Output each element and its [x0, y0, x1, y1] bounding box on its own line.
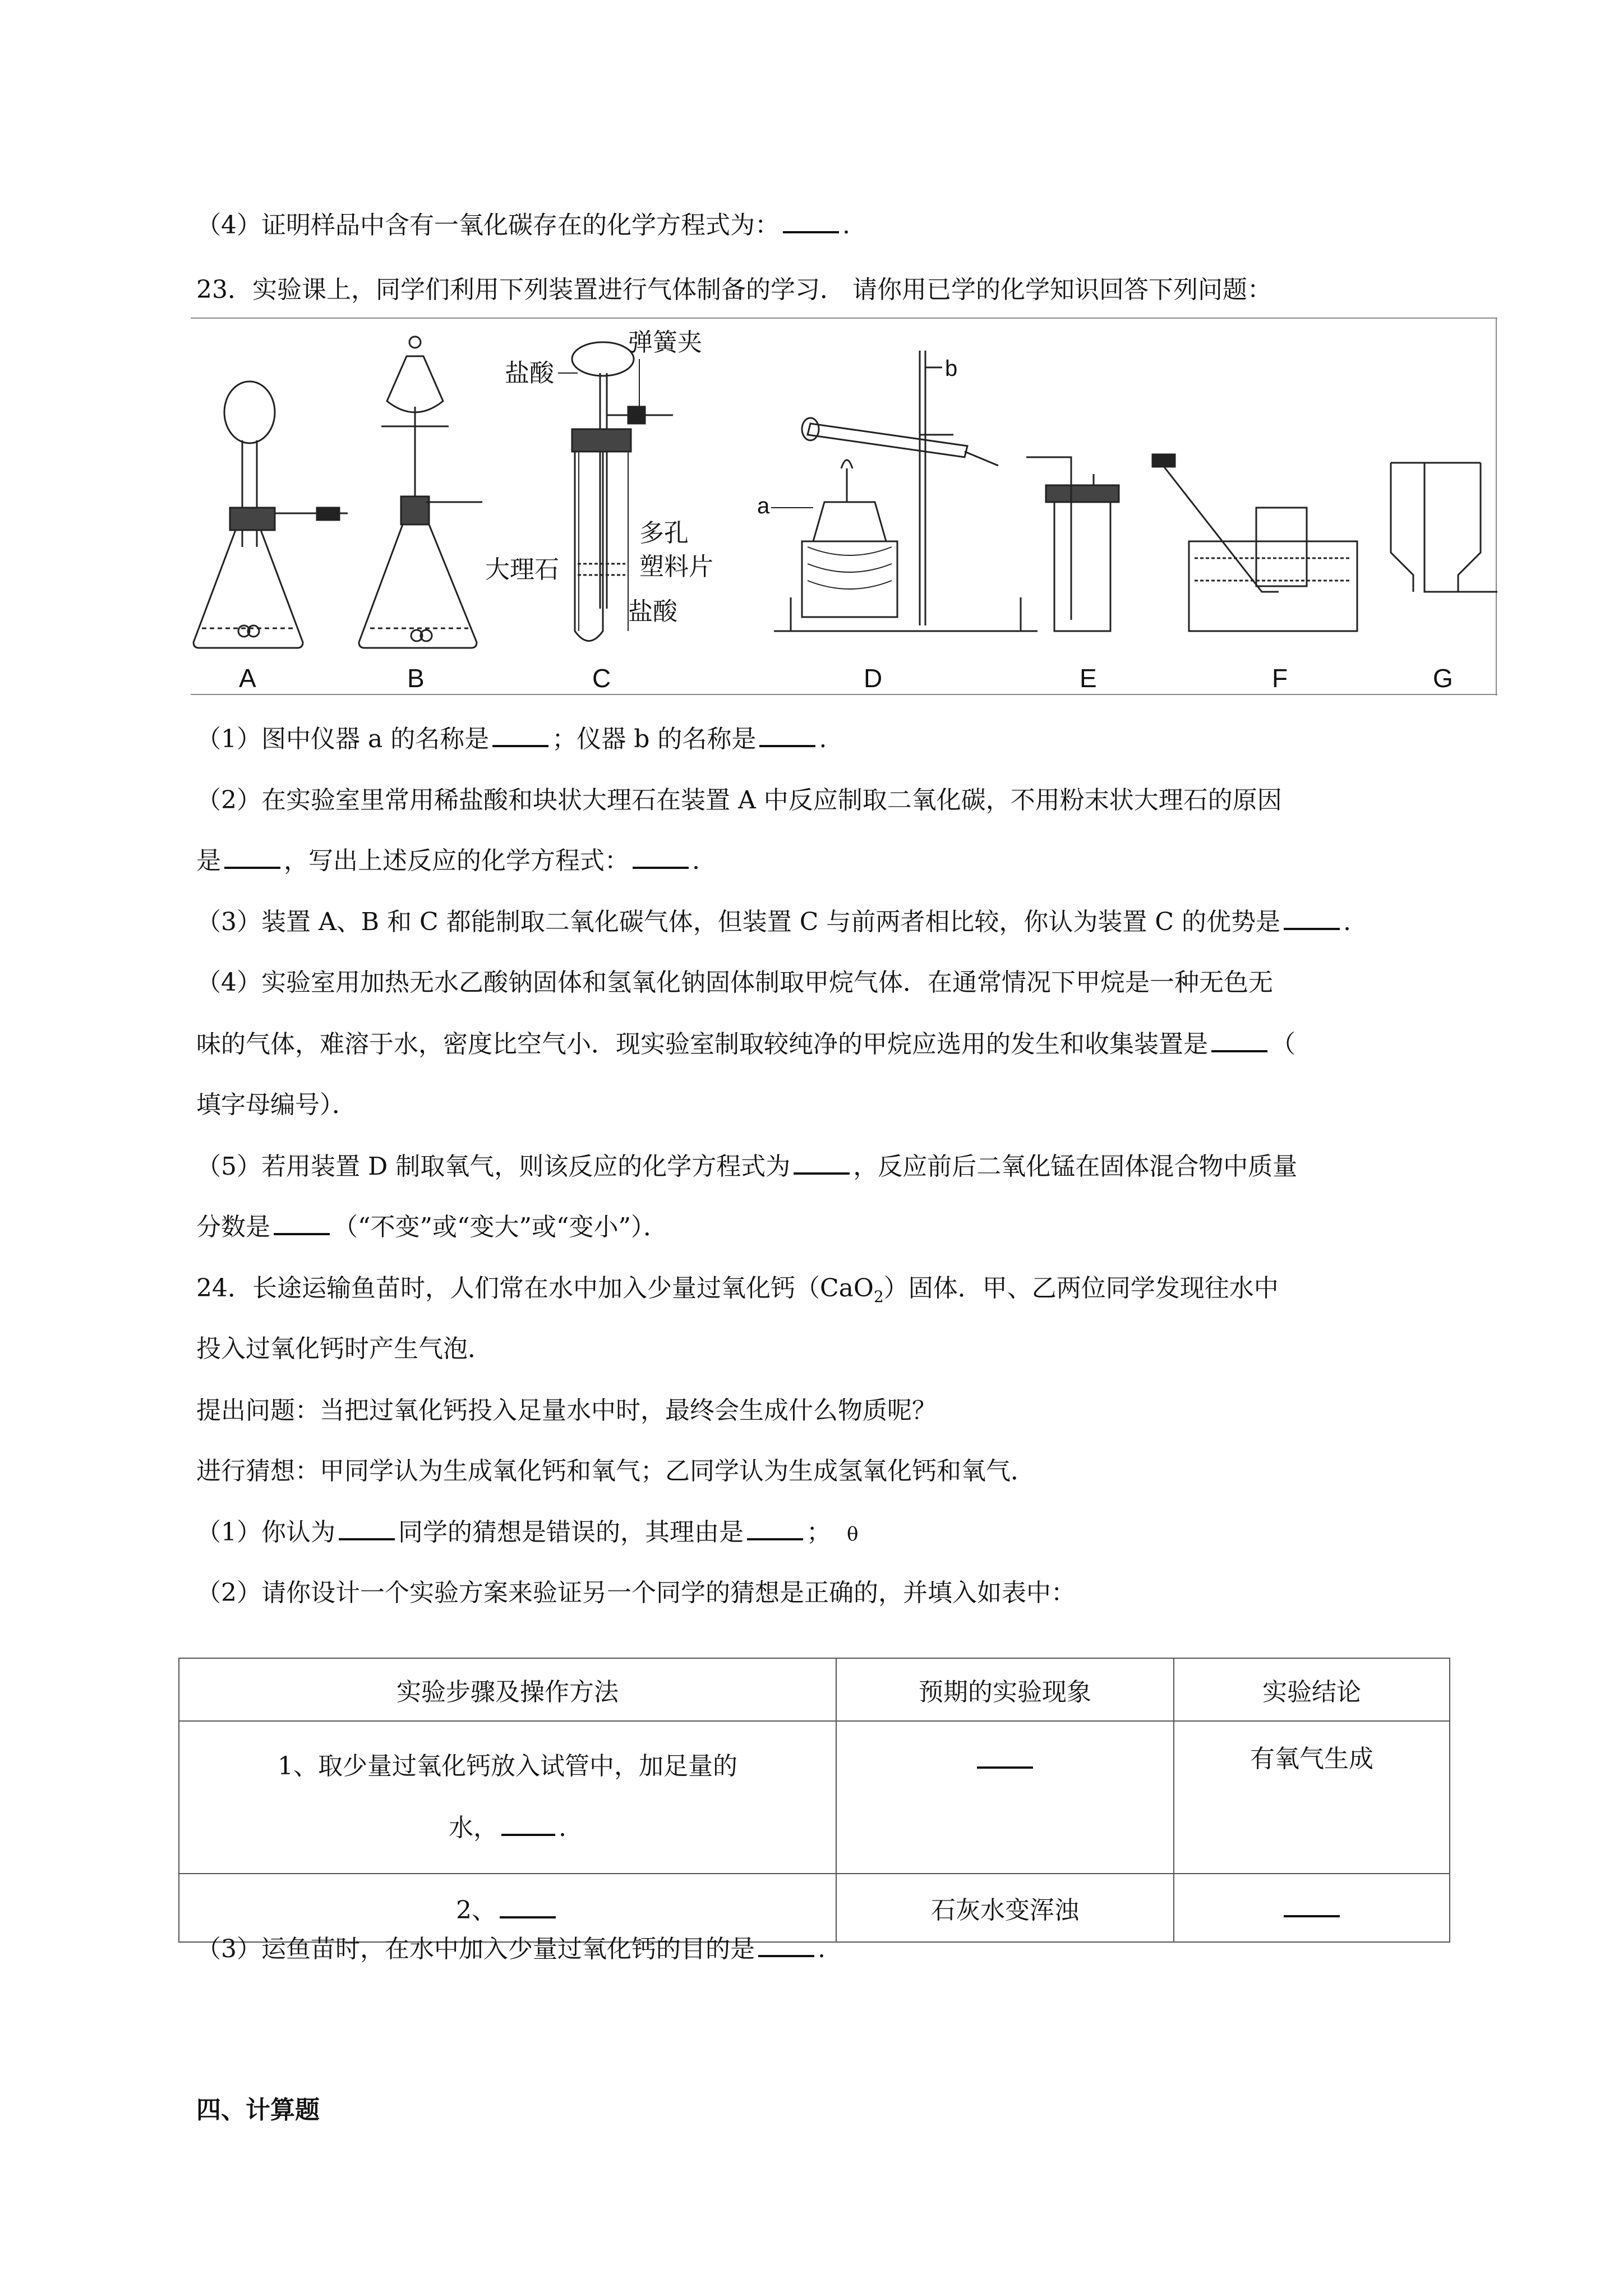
q23-part5-line1: （5）若用装置 D 制取氧气，则该反应的化学方程式为 ，反应前后二氧化锰在固体混合物中质量: [196, 1150, 1447, 1184]
q23-part4-line3: 填字母编号）．: [196, 1091, 357, 1119]
label-marble: 大理石: [485, 556, 559, 583]
answer-blank[interactable]: [759, 723, 815, 747]
table-cell-phenomenon: [836, 1721, 1174, 1874]
answer-blank[interactable]: [1284, 905, 1340, 930]
label-porous-2: 塑料片: [639, 553, 713, 581]
label-spring-clamp: 弹簧夹: [628, 329, 702, 356]
table-cell-step: 2、: [179, 1874, 836, 1942]
label-C: C: [592, 664, 611, 693]
apparatus-figure: [191, 317, 1497, 696]
answer-blank[interactable]: [794, 1150, 850, 1175]
label-G: G: [1433, 664, 1453, 693]
answer-blank[interactable]: [224, 844, 280, 869]
table-cell-step: 1、取少量过氧化钙放入试管中，加足量的 水， .: [179, 1721, 836, 1874]
q24-guess: 进行猜想：甲同学认为生成氧化钙和氧气；乙同学认为生成氢氧化钙和氧气．: [196, 1457, 1035, 1485]
q23-part5-line2: 分数是 （“不变”或“变大”或“变小”）．: [196, 1211, 1447, 1244]
label-a: a: [757, 494, 770, 518]
table-cell-conclusion: [1174, 1874, 1450, 1942]
apparatus-G: [1391, 463, 1497, 592]
apparatus-F: [1152, 454, 1357, 631]
table-cell-phenomenon: 石灰水变浑浊: [836, 1874, 1174, 1942]
answer-blank[interactable]: [633, 844, 689, 869]
table-row: [179, 1721, 1450, 1874]
label-D: D: [864, 664, 883, 693]
q24-part2: （2）请你设计一个实验方案来验证另一个同学的猜想是正确的，并填入如表中：: [196, 1579, 1076, 1607]
q23-part3: （3）装置 A、B 和 C 都能制取二氧化碳气体，但装置 C 与前两者相比较，你认为装置 C 的优势是 .: [196, 905, 1447, 939]
answer-blank[interactable]: [783, 209, 839, 233]
apparatus-C: [572, 342, 673, 641]
answer-blank[interactable]: [492, 723, 548, 747]
q23-part2-line1: （2）在实验室里常用稀盐酸和块状大理石在装置 A 中反应制取二氧化碳，不用粉末状大理石的原因: [196, 786, 1282, 815]
apparatus-D: [774, 351, 1038, 631]
table-row: [179, 1874, 1450, 1942]
experiment-table: [178, 1658, 1450, 1943]
label-b: b: [945, 356, 958, 381]
q23-intro: 23．实验课上，同学们利用下列装置进行气体制备的学习． 请你用已学的化学知识回答下列问题：: [196, 275, 1272, 304]
table-header: 实验结论: [1174, 1658, 1450, 1721]
label-F: F: [1272, 664, 1288, 693]
answer-blank[interactable]: [339, 1516, 395, 1540]
q23-part1: （1）图中仪器 a 的名称是 ；仪器 b 的名称是 .: [196, 723, 1447, 756]
label-E: E: [1080, 664, 1097, 693]
q24-part1: （1）你认为 同学的猜想是错误的，其理由是 ； θ: [196, 1516, 1447, 1551]
q24-line1: 24．长途运输鱼苗时，人们常在水中加入少量过氧化钙（CaO$_2$）固体．甲、乙两位同学发现往水中: [196, 1274, 1279, 1306]
label-hcl-bottom: 盐酸: [628, 598, 677, 625]
answer-blank[interactable]: [1211, 1028, 1267, 1052]
q23-part4-line2: 味的气体，难溶于水，密度比空气小．现实验室制取较纯净的甲烷应选用的发生和收集装置是 （: [196, 1028, 1447, 1061]
answer-blank[interactable]: [500, 1894, 556, 1918]
q23-part4-line1: （4）实验室用加热无水乙酸钠固体和氢氧化钠固体制取甲烷气体．在通常情况下甲烷是一种无色无: [196, 968, 1273, 997]
q24-problem: 提出问题：当把过氧化钙投入足量水中时，最终会生成什么物质呢？: [196, 1396, 937, 1425]
table-header: 预期的实验现象: [836, 1658, 1174, 1721]
answer-blank[interactable]: [501, 1811, 555, 1836]
answer-blank[interactable]: [274, 1211, 330, 1235]
answer-blank[interactable]: [977, 1744, 1033, 1769]
q22-part4: （4）证明样品中含有一氧化碳存在的化学方程式为： .: [196, 209, 1447, 242]
table-header: 实验步骤及操作方法: [179, 1658, 836, 1721]
apparatus-E: [1026, 457, 1119, 631]
answer-blank[interactable]: [747, 1516, 803, 1540]
label-porous-1: 多孔: [639, 519, 689, 547]
section-heading: 四、计算题: [196, 2096, 320, 2124]
label-hcl-top: 盐酸: [505, 360, 554, 387]
apparatus-B: [359, 337, 482, 648]
answer-blank[interactable]: [758, 1932, 814, 1957]
q23-part2-line2: 是 ，写出上述反应的化学方程式： .: [196, 844, 1447, 878]
q24-part3: （3）运鱼苗时，在水中加入少量过氧化钙的目的是 .: [196, 1932, 1447, 1966]
answer-blank[interactable]: [1284, 1893, 1340, 1917]
label-B: B: [407, 664, 425, 693]
apparatus-A: [193, 381, 348, 648]
table-header-row: [179, 1658, 1450, 1721]
label-A: A: [239, 664, 256, 693]
table-cell-conclusion: 有氧气生成: [1174, 1721, 1450, 1874]
q24-line2: 投入过氧化钙时产生气泡．: [196, 1335, 492, 1363]
